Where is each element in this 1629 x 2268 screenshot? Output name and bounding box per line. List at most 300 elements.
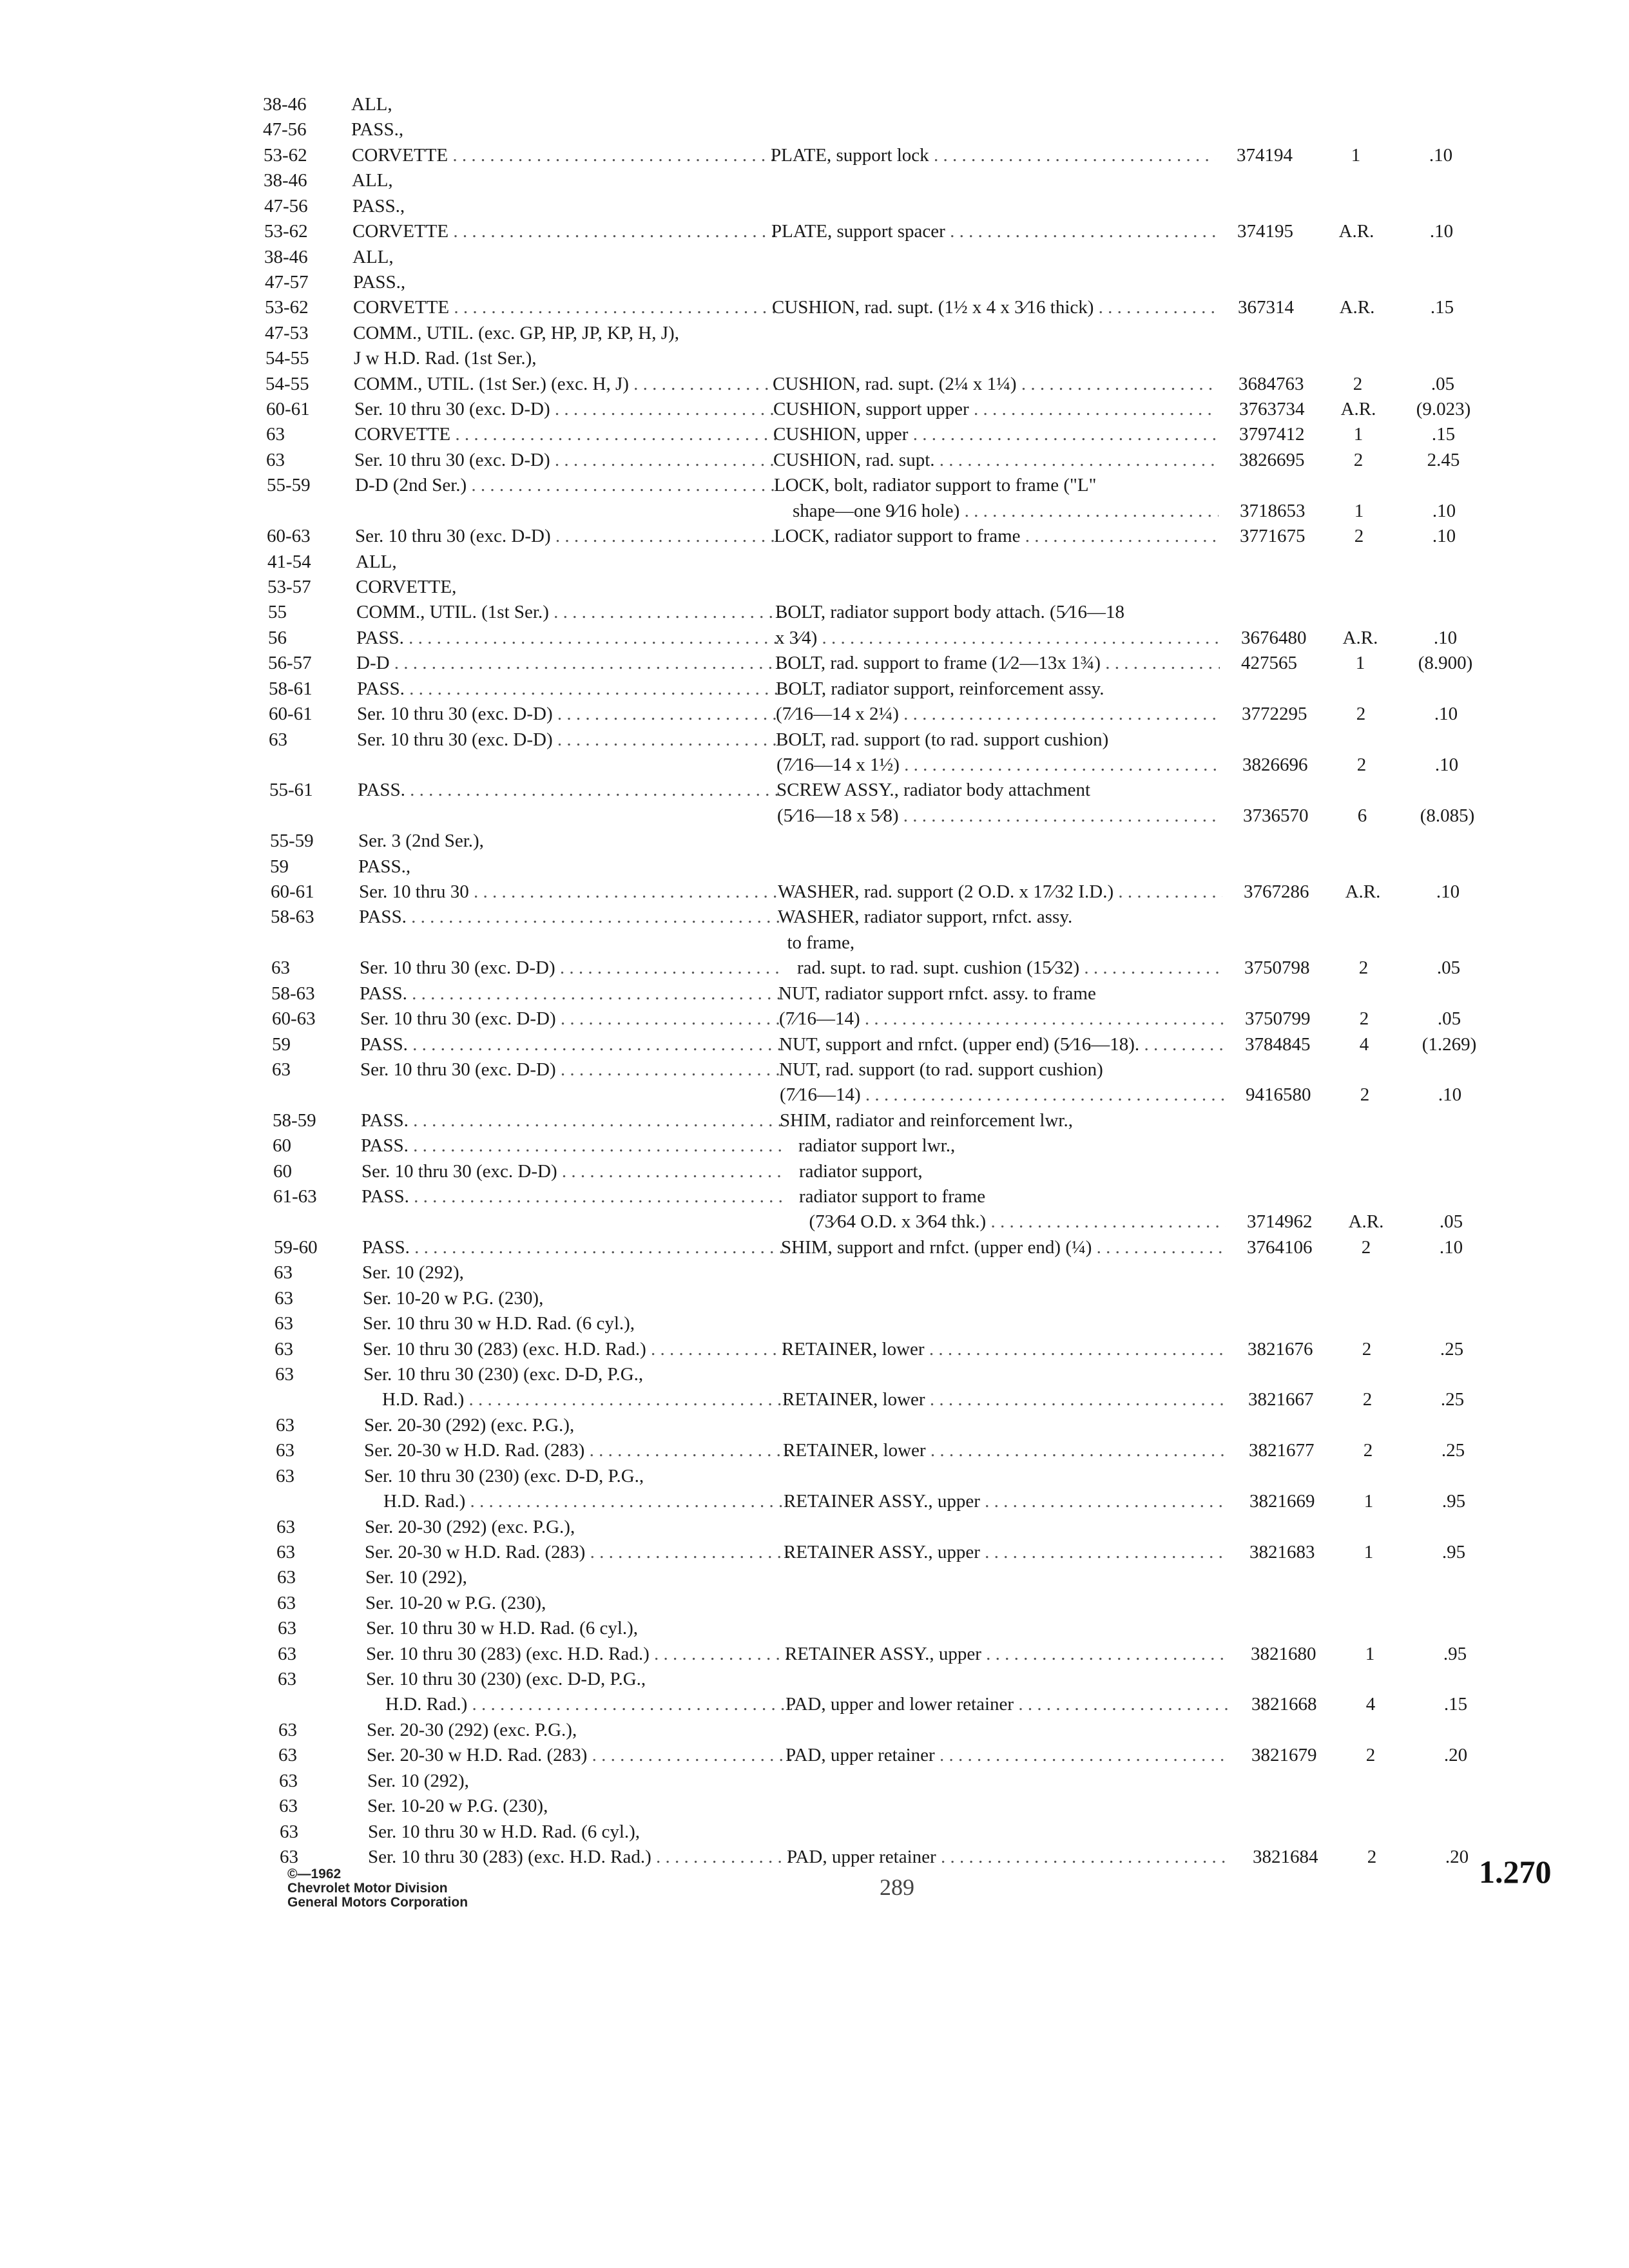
table-row (0, 1158, 1629, 1184)
model-cell: Ser. 10-20 w P.G. (230), (363, 1288, 544, 1309)
table-row (0, 549, 1629, 575)
model-cell: Ser. 10 thru 30 (283) (exc. H.D. Rad.) . . . (366, 1641, 791, 1667)
description-cell: (5⁄16—18 x 5⁄8) . . . (777, 803, 1222, 829)
model-cell: Ser. 10 thru 30 w H.D. Rad. (6 cyl.), (368, 1821, 641, 1842)
model-cell: Ser. 10 thru 30 (exc. D-D) . . . (360, 1057, 786, 1082)
table-row (0, 218, 1629, 244)
year-cell: 63 (276, 1517, 295, 1537)
model-cell: ALL, (352, 170, 393, 191)
description-cell: SHIM, radiator and reinforcement lwr., (780, 1110, 1073, 1131)
table-row (0, 1463, 1629, 1489)
model-cell: Ser. 20-30 w H.D. Rad. (283) . . . (365, 1539, 790, 1565)
model-cell: Ser. 10 (292), (367, 1771, 469, 1791)
quantity-cell: 2 (1367, 1847, 1377, 1867)
year-cell: 63 (271, 957, 290, 978)
table-row (0, 1768, 1629, 1794)
table-row (0, 421, 1629, 447)
table-row (0, 828, 1629, 854)
description-cell: (7⁄16—14) . . . (779, 1006, 1224, 1032)
quantity-cell: 1 (1355, 653, 1365, 673)
description-cell: RETAINER, lower . . . (783, 1437, 1228, 1463)
quantity-cell: A.R. (1340, 399, 1376, 419)
price-cell: .10 (1432, 501, 1456, 521)
table-row (0, 1260, 1629, 1285)
part-number-cell: 374195 (1237, 221, 1293, 242)
quantity-cell: A.R. (1339, 297, 1375, 318)
quantity-cell: 2 (1356, 754, 1367, 775)
model-cell: PASS. . . . (358, 777, 783, 803)
year-cell: 53-62 (264, 221, 308, 242)
description-cell: BOLT, rad. support (to rad. support cushion) (776, 729, 1109, 750)
table-row (0, 955, 1629, 981)
year-cell: 58-61 (269, 678, 313, 699)
quantity-cell: 2 (1359, 1008, 1369, 1029)
part-number-cell: 3821679 (1251, 1745, 1317, 1765)
quantity-cell: 2 (1361, 1237, 1371, 1258)
year-cell: 47-57 (265, 272, 309, 293)
table-row (0, 1082, 1629, 1108)
description-cell: CUSHION, rad. supt. (1½ x 4 x 3⁄16 thick) . . . (772, 294, 1217, 320)
table-row (0, 1793, 1629, 1819)
price-cell: .05 (1437, 1008, 1461, 1029)
part-number-cell: 3797412 (1239, 424, 1305, 445)
part-number-cell: 3821680 (1251, 1644, 1316, 1664)
year-cell: 58-63 (271, 907, 314, 927)
model-cell: CORVETTE . . . (352, 142, 777, 168)
part-number-cell: 3826695 (1239, 450, 1305, 470)
part-number-cell: 3821684 (1253, 1847, 1318, 1867)
description-cell: WASHER, radiator support, rnfct. assy. (778, 907, 1073, 927)
quantity-cell: 4 (1359, 1034, 1369, 1055)
table-row (0, 650, 1629, 676)
year-cell: 60-63 (272, 1008, 316, 1029)
table-row (0, 1641, 1629, 1667)
description-cell: RETAINER ASSY., upper . . . (785, 1641, 1229, 1667)
model-cell: Ser. 10 thru 30 (230) (exc. D-D, P.G., (363, 1364, 644, 1385)
model-cell: PASS. . . . (362, 1235, 787, 1260)
part-number-cell: 3736570 (1243, 805, 1309, 826)
description-cell: CUSHION, rad. supt. (2¼ x 1¼) . . . (773, 371, 1217, 397)
table-row (0, 1742, 1629, 1768)
model-cell: PASS. . . . (361, 1184, 787, 1209)
year-cell: 60 (273, 1135, 291, 1156)
table-row (0, 1361, 1629, 1387)
description-cell: RETAINER ASSY., upper . . . (784, 1488, 1228, 1514)
description-cell: CUSHION, rad. supt. . . . (773, 447, 1218, 473)
quantity-cell: 6 (1357, 805, 1367, 826)
year-cell: 63 (278, 1644, 296, 1664)
model-cell: Ser. 20-30 w H.D. Rad. (283) . . . (367, 1742, 792, 1768)
table-row (0, 320, 1629, 346)
part-number-cell: 3771675 (1240, 526, 1306, 546)
year-cell: 59-60 (274, 1237, 318, 1258)
model-cell: H.D. Rad.) . . . (363, 1387, 789, 1412)
model-cell: PASS., (351, 119, 404, 140)
table-row (0, 1209, 1629, 1235)
part-number-cell: 3718653 (1240, 501, 1306, 521)
price-cell: .95 (1441, 1491, 1466, 1512)
part-number-cell: 3821667 (1248, 1389, 1314, 1410)
table-row (0, 574, 1629, 600)
model-cell: Ser. 10 thru 30 (exc. D-D) . . . (354, 396, 780, 422)
description-cell: (7⁄16—14) . . . (780, 1082, 1224, 1108)
year-cell: 55-59 (267, 475, 311, 495)
page-number: 289 (880, 1874, 914, 1900)
part-number-cell: 3684763 (1239, 374, 1304, 394)
model-cell: PASS. . . . (359, 904, 784, 930)
model-cell: Ser. 10 thru 30 (exc. D-D) . . . (357, 727, 782, 753)
model-cell: COMM., UTIL. (1st Ser.) . . . (356, 599, 782, 625)
year-cell: 56-57 (268, 653, 312, 673)
table-row (0, 1412, 1629, 1438)
quantity-cell: 2 (1353, 374, 1363, 394)
model-cell: PASS. . . . (361, 1108, 786, 1133)
description-cell: radiator support, (780, 1161, 923, 1182)
table-row (0, 396, 1629, 422)
model-cell: Ser. 10-20 w P.G. (230), (365, 1593, 546, 1613)
description-cell: BOLT, rad. support to frame (1⁄2—13x 1¾) . . . (775, 650, 1220, 676)
part-number-cell: 367314 (1238, 297, 1294, 318)
quantity-cell: 2 (1362, 1389, 1373, 1410)
description-cell: BOLT, radiator support body attach. (5⁄16—18 (775, 602, 1125, 622)
model-cell: Ser. 10 thru 30 (exc. D-D) . . . (355, 523, 780, 549)
part-number-cell: 3826696 (1242, 754, 1308, 775)
quantity-cell: A.R. (1342, 628, 1378, 648)
part-number-cell: 3821676 (1248, 1339, 1313, 1360)
description-cell: BOLT, radiator support, reinforcement assy. (776, 678, 1104, 699)
part-number-cell: 9416580 (1246, 1084, 1311, 1105)
table-row (0, 1006, 1629, 1032)
section-number: 1.270 (1479, 1854, 1552, 1890)
description-cell: NUT, support and rnfct. (upper end) (5⁄16—18). . . . (779, 1032, 1224, 1057)
quantity-cell: 1 (1364, 1491, 1374, 1512)
price-cell: (8.900) (1418, 653, 1473, 673)
table-row (0, 625, 1629, 651)
table-row (0, 193, 1629, 219)
year-cell: 53-57 (267, 577, 311, 597)
description-cell: WASHER, rad. support (2 O.D. x 17⁄32 I.D.) . . . (778, 879, 1222, 905)
year-cell: 63 (277, 1567, 296, 1588)
quantity-cell: 2 (1358, 957, 1369, 978)
price-cell: 2.45 (1427, 450, 1460, 470)
description-cell: NUT, rad. support (to rad. support cushion) (779, 1059, 1103, 1080)
description-cell: rad. supt. to rad. supt. cushion (15⁄32) . . . (778, 955, 1223, 981)
table-row (0, 777, 1629, 803)
table-row (0, 269, 1629, 295)
price-cell: (1.269) (1422, 1034, 1477, 1055)
description-cell: SCREW ASSY., radiator body attachment (776, 780, 1091, 800)
price-cell: .10 (1438, 1084, 1462, 1105)
description-cell: RETAINER, lower . . . (782, 1387, 1227, 1412)
price-cell: .20 (1443, 1745, 1468, 1765)
model-cell: Ser. 10 (292), (362, 1262, 464, 1283)
model-cell: PASS., (358, 856, 411, 877)
part-number-cell: 374194 (1237, 145, 1293, 166)
table-row (0, 294, 1629, 320)
description-cell: NUT, radiator support rnfct. assy. to frame (778, 983, 1096, 1004)
description-cell: SHIM, support and rnfct. (upper end) (¼) . . . (781, 1235, 1226, 1260)
year-cell: 63 (272, 1059, 291, 1080)
price-cell: .20 (1445, 1847, 1469, 1867)
description-cell: (7⁄16—14 x 1½) . . . (776, 752, 1221, 778)
model-cell: Ser. 10 thru 30 (230) (exc. D-D, P.G., (364, 1466, 644, 1486)
model-cell: PASS., (353, 272, 406, 293)
table-row (0, 1108, 1629, 1133)
table-row (0, 1285, 1629, 1311)
model-cell: PASS., (352, 196, 405, 216)
year-cell: 63 (275, 1364, 294, 1385)
description-cell: radiator support to frame (780, 1186, 986, 1207)
model-cell: COMM., UTIL. (1st Ser.) (exc. H, J) . . . (354, 371, 779, 397)
year-cell: 63 (266, 450, 285, 470)
model-cell: CORVETTE . . . (354, 421, 780, 447)
model-cell: CORVETTE . . . (353, 294, 778, 320)
price-cell: .10 (1439, 1237, 1463, 1258)
description-cell: (73⁄64 O.D. x 3⁄64 thk.) . . . (781, 1209, 1226, 1235)
part-number-cell: 3714962 (1247, 1211, 1313, 1232)
table-row (0, 1387, 1629, 1412)
table-row (0, 142, 1629, 168)
division-line: Chevrolet Motor Division (287, 1881, 448, 1896)
table-row (0, 523, 1629, 549)
part-number-cell: 3750799 (1245, 1008, 1311, 1029)
description-cell: radiator support lwr., (780, 1135, 956, 1156)
price-cell: .10 (1432, 526, 1456, 546)
quantity-cell: 1 (1354, 501, 1364, 521)
price-cell: (8.085) (1420, 805, 1475, 826)
price-cell: .05 (1439, 1211, 1463, 1232)
year-cell: 60-61 (266, 399, 310, 419)
part-number-cell: 3767286 (1244, 881, 1309, 902)
year-cell: 60-63 (267, 526, 311, 546)
quantity-cell: 4 (1365, 1694, 1376, 1715)
table-row (0, 1235, 1629, 1260)
quantity-cell: 1 (1353, 424, 1364, 445)
year-cell: 63 (278, 1720, 297, 1740)
quantity-cell: 2 (1362, 1339, 1372, 1360)
year-cell: 58-63 (271, 983, 315, 1004)
description-cell: to frame, (778, 932, 855, 953)
price-cell: .25 (1440, 1389, 1465, 1410)
table-row (0, 1717, 1629, 1743)
year-cell: 63 (274, 1262, 293, 1283)
model-cell: D-D (2nd Ser.) . . . (355, 472, 780, 498)
year-cell: 63 (278, 1618, 296, 1639)
year-cell: 63 (277, 1593, 296, 1613)
year-cell: 47-53 (265, 323, 309, 343)
description-cell: PLATE, support spacer . . . (771, 218, 1216, 244)
table-row (0, 345, 1629, 371)
description-cell: x 3⁄4) . . . (775, 625, 1220, 651)
model-cell: Ser. 10 thru 30 (exc. D-D) . . . (354, 447, 780, 473)
price-cell: .10 (1436, 881, 1460, 902)
table-row (0, 599, 1629, 625)
table-row (0, 854, 1629, 879)
table-row (0, 1590, 1629, 1616)
table-row (0, 168, 1629, 193)
table-row (0, 1819, 1629, 1845)
table-row (0, 1057, 1629, 1082)
price-cell: (9.023) (1416, 399, 1471, 419)
model-cell: Ser. 20-30 (292) (exc. P.G.), (364, 1415, 575, 1436)
model-cell: Ser. 10 thru 30 (exc. D-D) . . . (361, 1158, 787, 1184)
quantity-cell: 2 (1363, 1440, 1373, 1461)
year-cell: 55-61 (269, 780, 313, 800)
model-cell: Ser. 10 thru 30 (exc. D-D) . . . (357, 701, 782, 727)
description-cell: PLATE, support lock . . . (771, 142, 1215, 168)
part-number-cell: 427565 (1241, 653, 1297, 673)
year-cell: 63 (276, 1415, 294, 1436)
year-cell: 53-62 (265, 297, 309, 318)
year-cell: 63 (276, 1440, 294, 1461)
price-cell: .05 (1436, 957, 1461, 978)
year-cell: 63 (275, 1313, 293, 1334)
year-cell: 60 (273, 1161, 292, 1182)
year-cell: 54-55 (265, 348, 309, 369)
model-cell: Ser. 20-30 w H.D. Rad. (283) . . . (364, 1437, 789, 1463)
description-cell: RETAINER, lower . . . (782, 1336, 1226, 1362)
table-row (0, 752, 1629, 778)
model-cell: Ser. 10 thru 30 . . . (359, 879, 784, 905)
year-cell: 63 (269, 729, 287, 750)
table-row (0, 904, 1629, 930)
model-cell: PASS. . . . (360, 1032, 786, 1057)
table-row (0, 1488, 1629, 1514)
table-row (0, 1564, 1629, 1590)
model-cell: Ser. 20-30 (292) (exc. P.G.), (367, 1720, 577, 1740)
table-row (0, 1032, 1629, 1057)
table-row (0, 1437, 1629, 1463)
table-row (0, 91, 1629, 117)
price-cell: .10 (1434, 754, 1459, 775)
description-cell: CUSHION, upper . . . (773, 421, 1218, 447)
price-cell: .05 (1431, 374, 1455, 394)
quantity-cell: 2 (1360, 1084, 1370, 1105)
part-number-cell: 3821683 (1249, 1542, 1315, 1562)
model-cell: H.D. Rad.) . . . (365, 1488, 790, 1514)
part-number-cell: 3764106 (1247, 1237, 1313, 1258)
part-number-cell: 3763734 (1239, 399, 1305, 419)
model-cell: CORVETTE . . . (352, 218, 778, 244)
model-cell: ALL, (351, 94, 392, 115)
quantity-cell: 2 (1354, 526, 1364, 546)
price-cell: .15 (1430, 297, 1454, 318)
year-cell: 53-62 (264, 145, 307, 166)
year-cell: 60-61 (269, 704, 313, 724)
table-row (0, 1539, 1629, 1565)
price-cell: .25 (1441, 1440, 1465, 1461)
year-cell: 63 (276, 1466, 294, 1486)
quantity-cell: 2 (1356, 704, 1366, 724)
description-cell: LOCK, bolt, radiator support to frame ("L" (774, 475, 1097, 495)
quantity-cell: A.R. (1345, 881, 1381, 902)
model-cell: H.D. Rad.) . . . (367, 1691, 792, 1717)
model-cell: Ser. 10 thru 30 w H.D. Rad. (6 cyl.), (366, 1618, 639, 1639)
description-cell: LOCK, radiator support to frame . . . (774, 523, 1219, 549)
publisher-credit (287, 1867, 468, 1910)
copyright-line: ©—1962 (287, 1867, 342, 1881)
year-cell: 63 (280, 1821, 298, 1842)
table-row (0, 1615, 1629, 1641)
year-cell: 38-46 (264, 247, 308, 267)
table-row (0, 1666, 1629, 1692)
year-cell: 63 (280, 1847, 298, 1867)
quantity-cell: 1 (1364, 1542, 1374, 1562)
description-cell: (7⁄16—14 x 2¼) . . . (776, 701, 1220, 727)
price-cell: .15 (1431, 424, 1456, 445)
model-cell: Ser. 10 thru 30 (exc. D-D) . . . (360, 955, 785, 981)
year-cell: 63 (278, 1745, 297, 1765)
model-cell: COMM., UTIL. (exc. GP, HP, JP, KP, H, J), (353, 323, 679, 343)
part-number-cell: 3750798 (1244, 957, 1310, 978)
table-row (0, 1514, 1629, 1540)
part-number-cell: 3821677 (1249, 1440, 1315, 1461)
table-row (0, 1133, 1629, 1158)
part-number-cell: 3784845 (1245, 1034, 1311, 1055)
model-cell: ALL, (352, 247, 394, 267)
model-cell: Ser. 3 (2nd Ser.), (358, 831, 484, 851)
price-cell: .10 (1434, 704, 1458, 724)
quantity-cell: A.R. (1338, 221, 1374, 242)
table-row (0, 930, 1629, 956)
year-cell: 55 (268, 602, 287, 622)
year-cell: 63 (275, 1339, 293, 1360)
table-row (0, 1691, 1629, 1717)
model-cell: Ser. 10 thru 30 (283) (exc. H.D. Rad.) . . . (368, 1844, 793, 1870)
table-row (0, 472, 1629, 498)
price-cell: .10 (1433, 628, 1458, 648)
model-cell: Ser. 10 (292), (365, 1567, 467, 1588)
model-cell: PASS. . . . (356, 625, 782, 651)
model-cell: Ser. 10 thru 30 w H.D. Rad. (6 cyl.), (363, 1313, 635, 1334)
table-row (0, 879, 1629, 905)
table-row (0, 1184, 1629, 1209)
model-cell: Ser. 10 thru 30 (exc. D-D) . . . (360, 1006, 786, 1032)
price-cell: .10 (1429, 145, 1453, 166)
model-cell: Ser. 10-20 w P.G. (230), (367, 1796, 548, 1816)
description-cell: PAD, upper retainer . . . (786, 1742, 1230, 1768)
table-row (0, 447, 1629, 473)
table-row (0, 727, 1629, 753)
year-cell: 61-63 (273, 1186, 317, 1207)
description-cell: PAD, upper retainer . . . (787, 1844, 1231, 1870)
year-cell: 59 (272, 1034, 291, 1055)
model-cell: ALL, (356, 552, 397, 572)
model-cell: PASS. . . . (361, 1133, 786, 1158)
year-cell: 54-55 (265, 374, 309, 394)
model-cell: Ser. 10 thru 30 (230) (exc. D-D, P.G., (366, 1669, 646, 1689)
year-cell: 60-61 (271, 881, 314, 902)
model-cell: PASS. . . . (357, 676, 782, 702)
year-cell: 38-46 (263, 94, 307, 115)
table-row (0, 1844, 1629, 1870)
model-cell: Ser. 20-30 (292) (exc. P.G.), (365, 1517, 575, 1537)
year-cell: 63 (275, 1288, 293, 1309)
year-cell: 41-54 (267, 552, 311, 572)
year-cell: 58-59 (273, 1110, 316, 1131)
table-row (0, 1311, 1629, 1336)
table-row (0, 498, 1629, 524)
table-row (0, 981, 1629, 1006)
table-row (0, 676, 1629, 702)
description-cell: RETAINER ASSY., upper . . . (784, 1539, 1228, 1565)
year-cell: 47-56 (264, 196, 308, 216)
model-cell: Ser. 10 thru 30 (283) (exc. H.D. Rad.) . . . (363, 1336, 788, 1362)
year-cell: 63 (278, 1669, 296, 1689)
quantity-cell: 2 (1353, 450, 1364, 470)
part-number-cell: 3821669 (1249, 1491, 1315, 1512)
description-cell: shape—one 9⁄16 hole) . . . (774, 498, 1219, 524)
